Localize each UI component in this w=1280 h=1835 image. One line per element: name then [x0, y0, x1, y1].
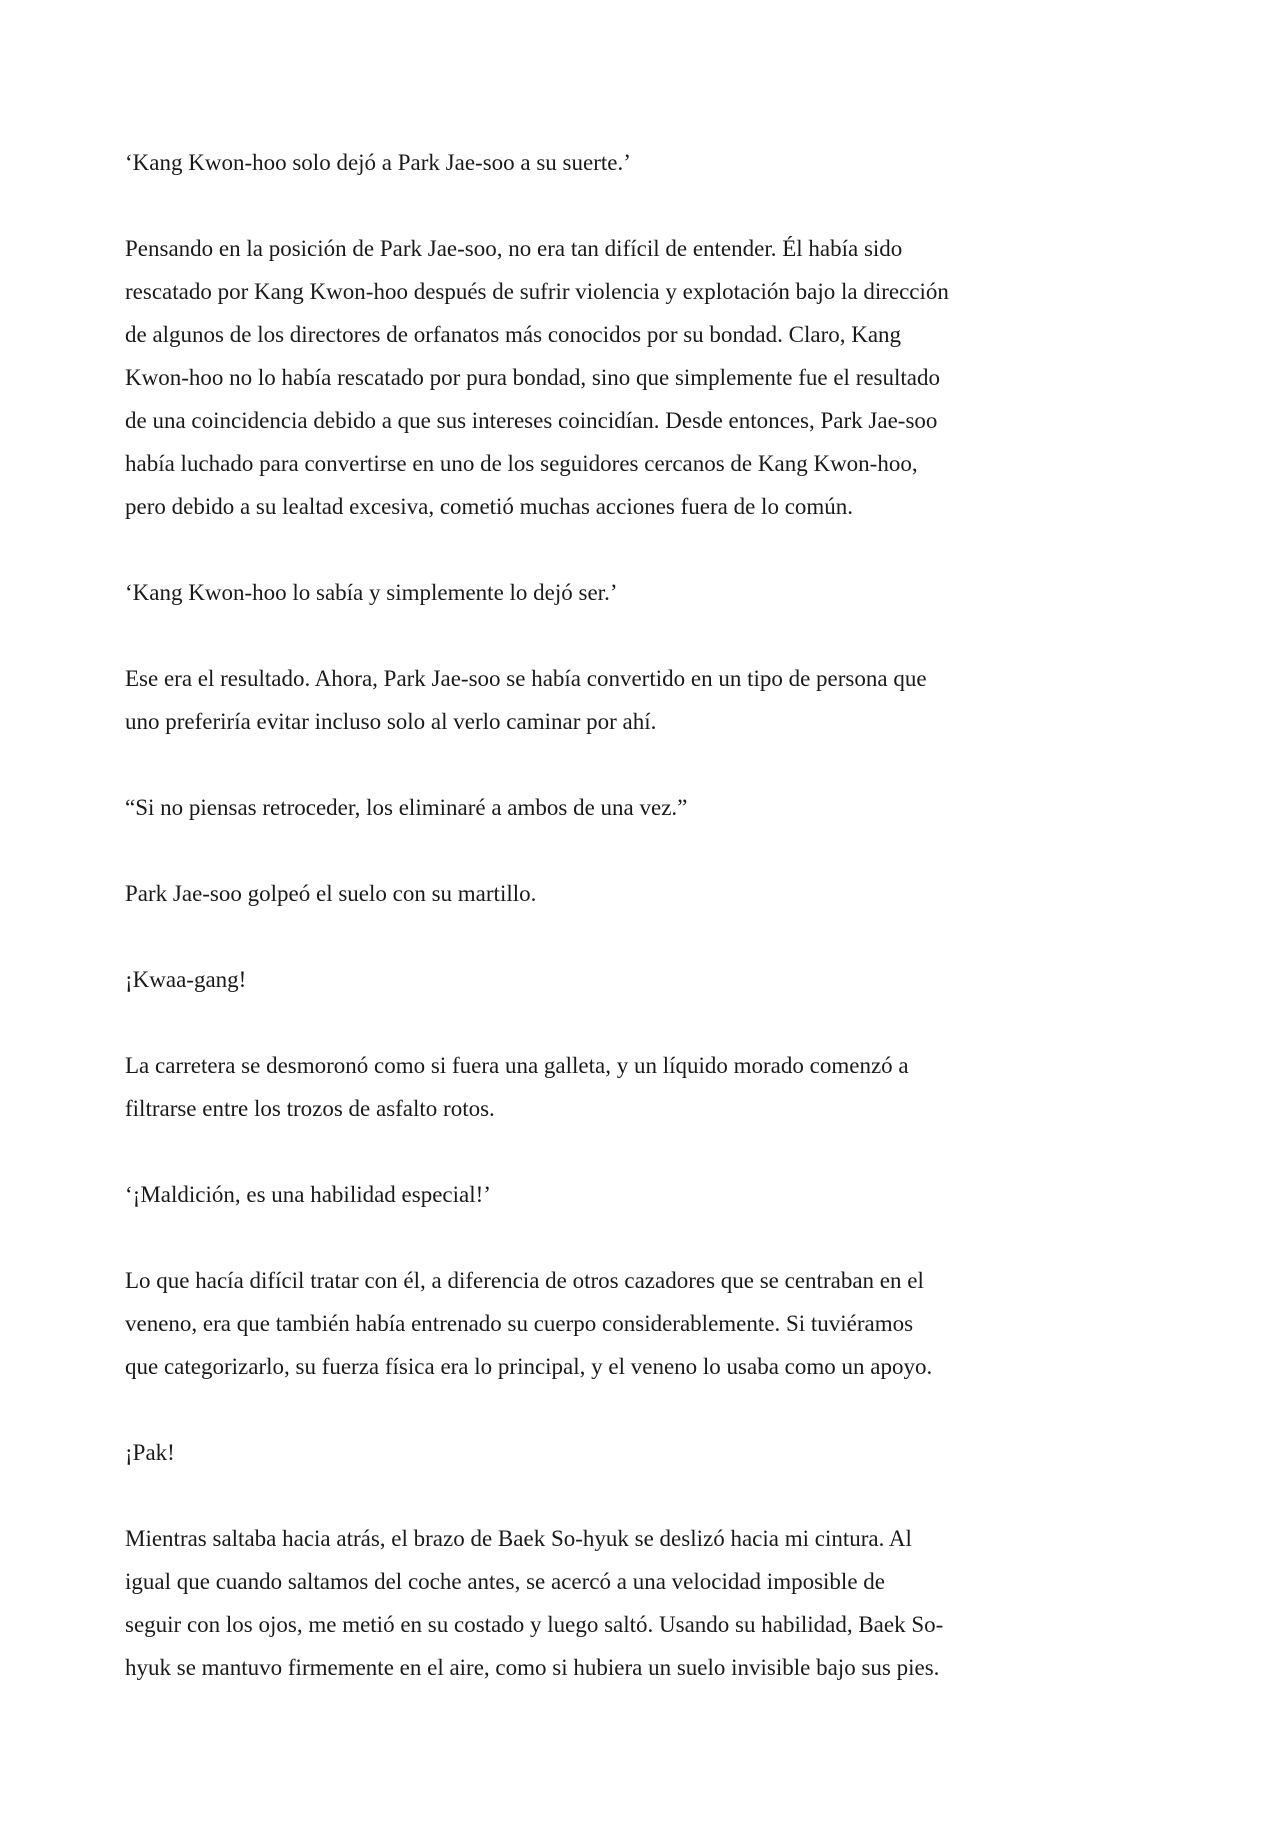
- paragraph: [125, 1517, 1165, 1689]
- text-line: había luchado para convertirse en uno de los seguidores cercanos de Kang Kwon-hoo,: [125, 451, 918, 476]
- text-line: Lo que hacía difícil tratar con él, a diferencia de otros cazadores que se centraban en el: [125, 1268, 924, 1293]
- text-line: seguir con los ojos, me metió en su costado y luego saltó. Usando su habilidad, Baek So-: [125, 1612, 944, 1637]
- document-page: [125, 141, 1165, 1732]
- text-line: veneno, era que también había entrenado su cuerpo considerablemente. Si tuviéramos: [125, 1311, 914, 1336]
- text-line: “Si no piensas retroceder, los eliminaré a ambos de una vez.”: [125, 795, 688, 820]
- text-line: ¡Kwaa-gang!: [125, 967, 247, 992]
- paragraph: [125, 1044, 1165, 1130]
- text-line: pero debido a su lealtad excesiva, cometió muchas acciones fuera de lo común.: [125, 494, 854, 519]
- paragraph: [125, 1173, 1165, 1216]
- text-line: hyuk se mantuvo firmemente en el aire, como si hubiera un suelo invisible bajo sus pies.: [125, 1655, 940, 1680]
- text-line: ‘Kang Kwon-hoo solo dejó a Park Jae-soo a su suerte.’: [125, 150, 631, 175]
- paragraph: [125, 872, 1165, 915]
- text-line: Park Jae-soo golpeó el suelo con su martillo.: [125, 881, 537, 906]
- text-line: ‘¡Maldición, es una habilidad especial!’: [125, 1182, 491, 1207]
- paragraph: [125, 1259, 1165, 1388]
- text-line: La carretera se desmoronó como si fuera una galleta, y un líquido morado comenzó a: [125, 1053, 909, 1078]
- text-line: filtrarse entre los trozos de asfalto rotos.: [125, 1096, 495, 1121]
- text-line: Mientras saltaba hacia atrás, el brazo de Baek So-hyuk se deslizó hacia mi cintura. Al: [125, 1526, 912, 1551]
- text-line: uno preferiría evitar incluso solo al verlo caminar por ahí.: [125, 709, 657, 734]
- paragraph: [125, 141, 1165, 184]
- text-line: de algunos de los directores de orfanatos más conocidos por su bondad. Claro, Kang: [125, 322, 902, 347]
- text-line: ¡Pak!: [125, 1440, 175, 1465]
- text-line: Pensando en la posición de Park Jae-soo, no era tan difícil de entender. Él había sido: [125, 236, 903, 261]
- paragraph: [125, 571, 1165, 614]
- text-line: que categorizarlo, su fuerza física era lo principal, y el veneno lo usaba como un apoyo.: [125, 1354, 933, 1379]
- paragraph: [125, 227, 1165, 528]
- text-line: igual que cuando saltamos del coche antes, se acercó a una velocidad imposible de: [125, 1569, 885, 1594]
- text-line: Ese era el resultado. Ahora, Park Jae-soo se había convertido en un tipo de persona que: [125, 666, 927, 691]
- text-line: ‘Kang Kwon-hoo lo sabía y simplemente lo dejó ser.’: [125, 580, 618, 605]
- paragraph: [125, 786, 1165, 829]
- paragraph: [125, 958, 1165, 1001]
- text-line: de una coincidencia debido a que sus intereses coincidían. Desde entonces, Park Jae-soo: [125, 408, 938, 433]
- paragraph: [125, 657, 1165, 743]
- paragraph: [125, 1431, 1165, 1474]
- text-line: rescatado por Kang Kwon-hoo después de sufrir violencia y explotación bajo la dirección: [125, 279, 949, 304]
- text-line: Kwon-hoo no lo había rescatado por pura bondad, sino que simplemente fue el resultado: [125, 365, 940, 390]
